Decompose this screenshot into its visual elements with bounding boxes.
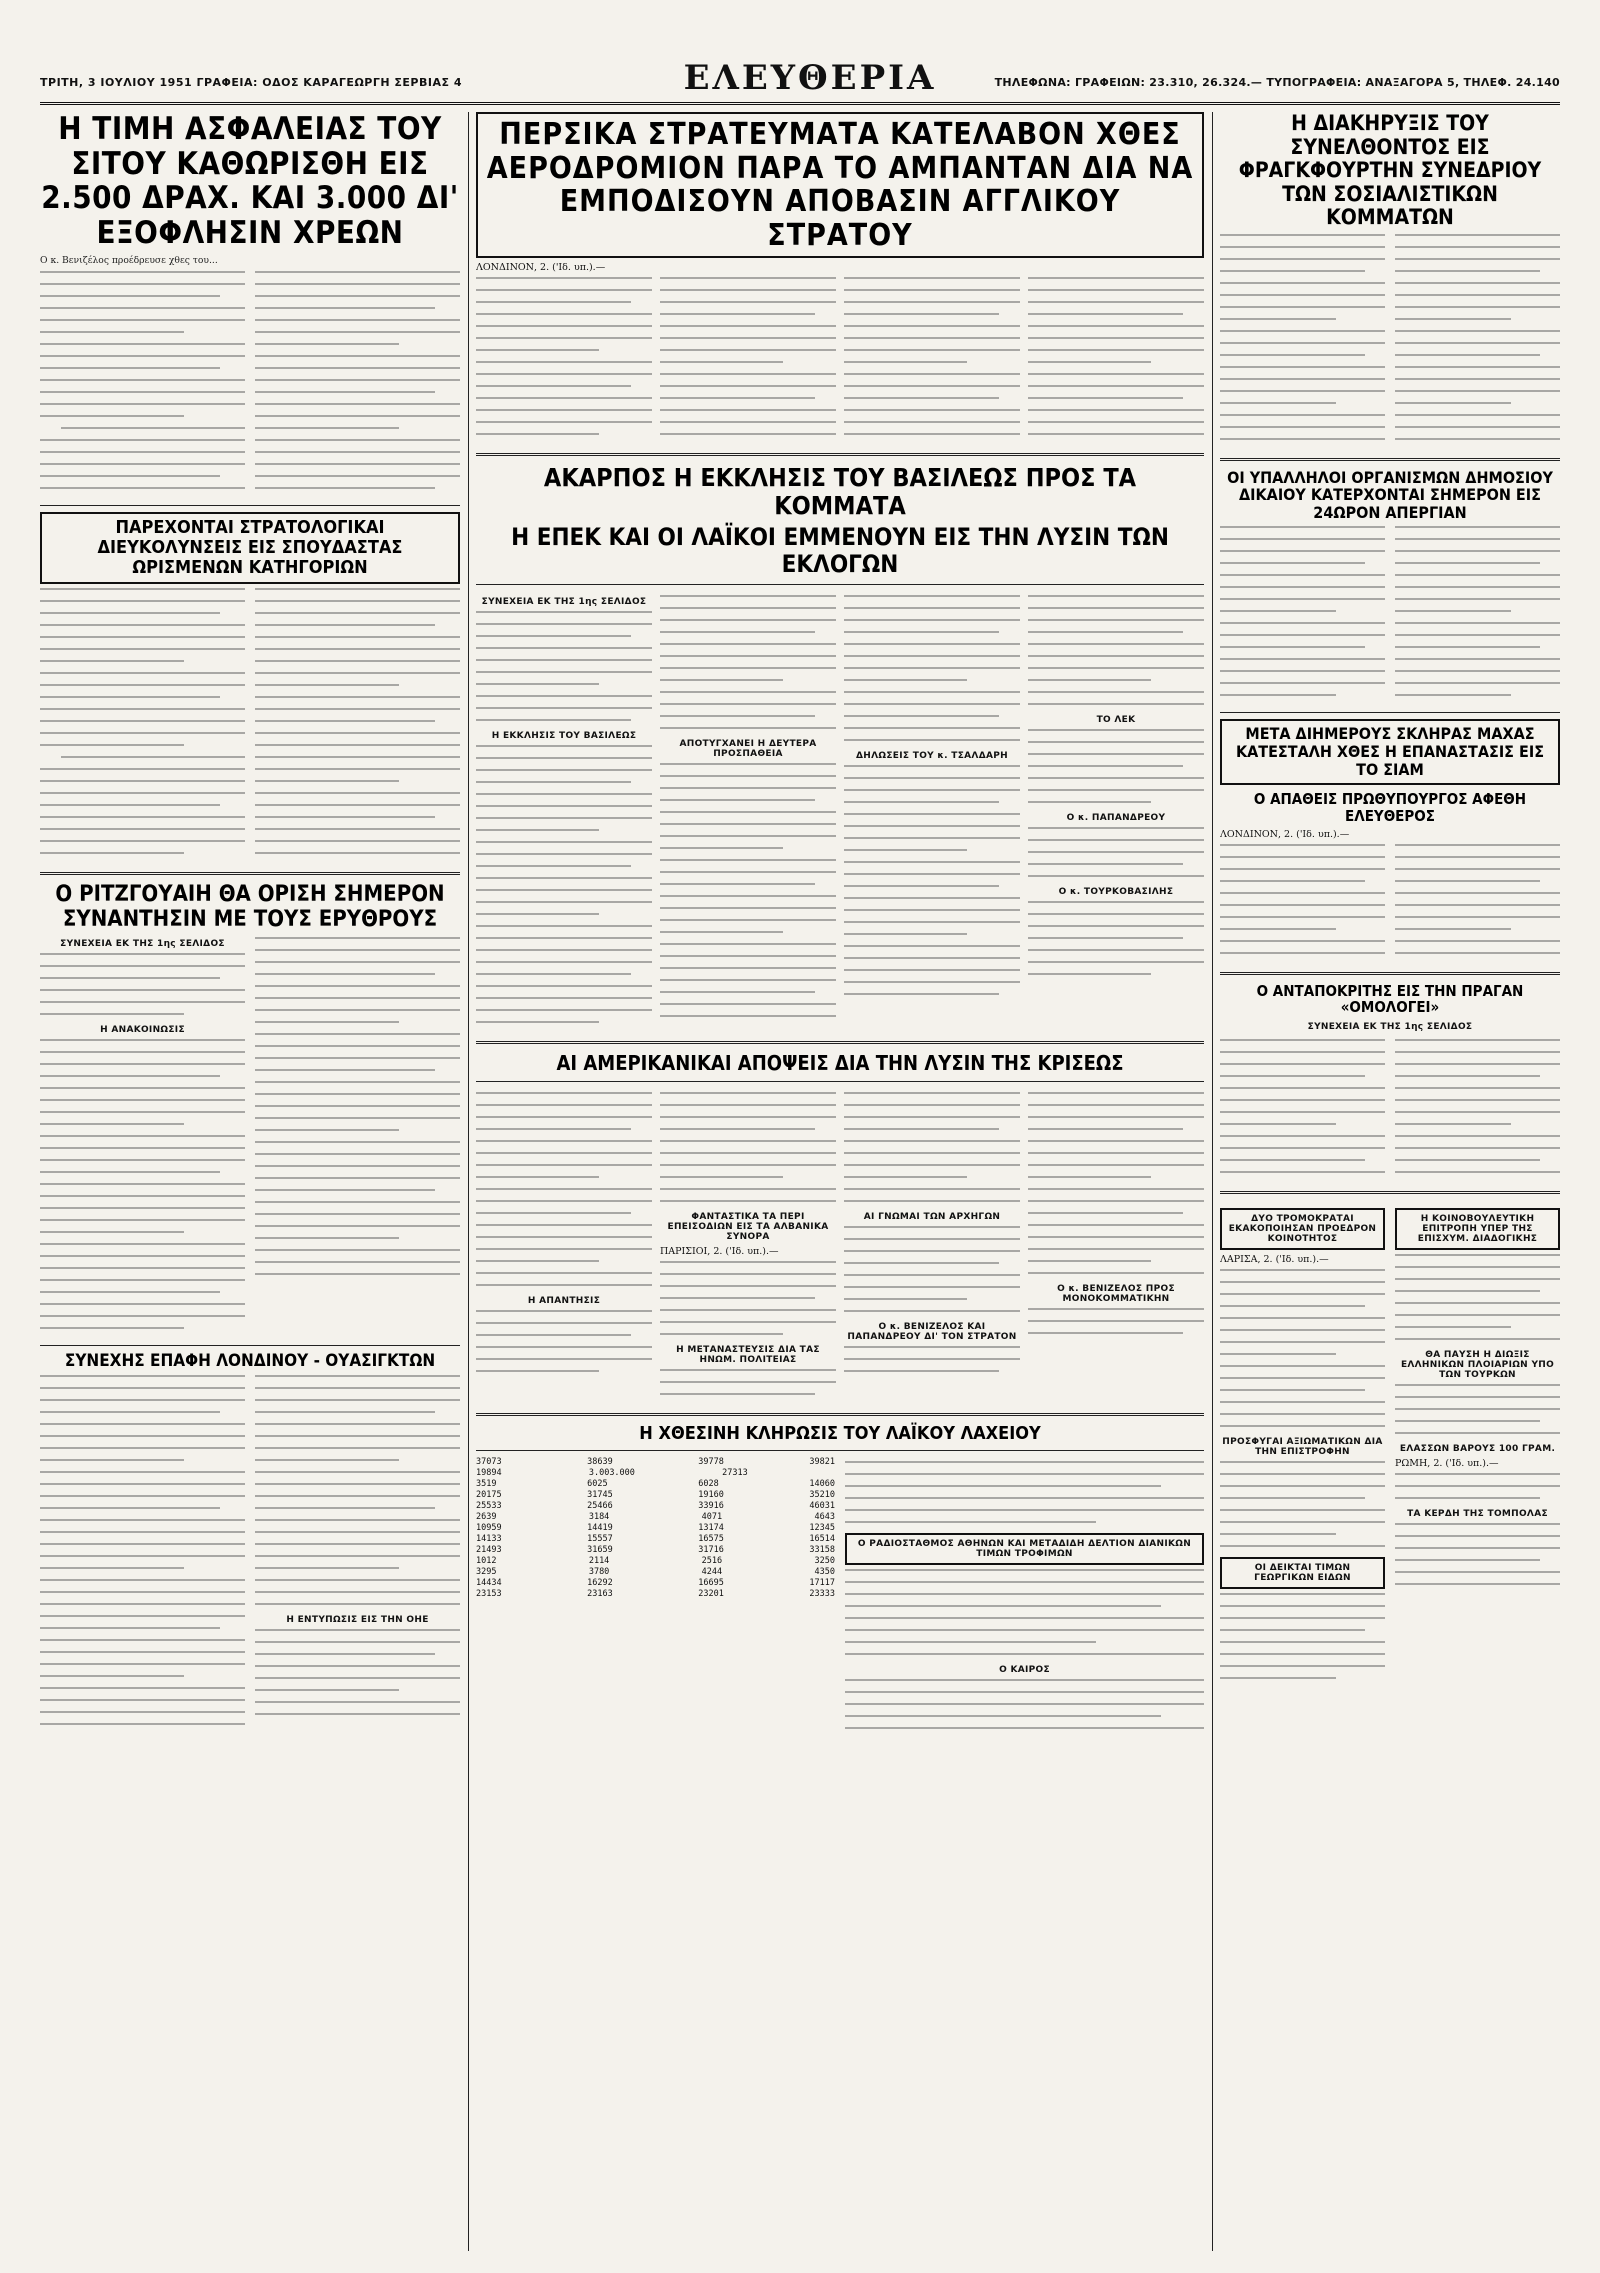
subhead-tombola-winnings: ΤΑ ΚΕΡΔΗ ΤΗΣ ΤΟΜΠΟΛΑΣ (1407, 1509, 1548, 1520)
headline-lottery-draw: Η ΧΘΕΣΙΝΗ ΚΛΗΡΩΣΙΣ ΤΟΥ ΛΑΪΚΟΥ ΛΑΧΕΙΟΥ (639, 1422, 1041, 1444)
headline-military-deferments: ΠΑΡΕΧΟΝΤΑΙ ΣΤΡΑΤΟΛΟΓΙΚΑΙ ΔΙΕΥΚΟΛΥΝΣΕΙΣ ΕΙΣ ΣΠΟΥΔΑΣΤΑΣ ΩΡΙΣΜΕΝΩΝ ΚΑΤΗΓΟΡΙΩΝ (40, 512, 460, 584)
article-wheat-body (40, 267, 460, 499)
subhead-agricultural-prices: ΟΙ ΔΕΙΚΤΑΙ ΤΙΜΩΝ ΓΕΩΡΓΙΚΩΝ ΕΙΔΩΝ (1220, 1557, 1385, 1589)
article-lottery-body (476, 1457, 1204, 1739)
continuation-label: ΣΥΝΕΧΕΙΑ ΕΚ ΤΗΣ 1ης ΣΕΛΙΔΟΣ (481, 597, 647, 608)
column-rule (1212, 112, 1213, 2251)
bottom-right-articles (1220, 1202, 1560, 1689)
right-column (1220, 112, 1560, 2251)
newspaper-title: ΕΛΕΥΘΕΡΙΑ (683, 58, 937, 98)
headline-siam-premier: Ο ΑΠΑΘΕΙΣ ΠΡΩΘΥΠΟΥΡΓΟΣ ΑΦΕΘΗ ΕΛΕΥΘΕΡΟΣ (1253, 790, 1527, 825)
subhead-king-appeal: Η ΕΚΚΛΗΣΙΣ ΤΟΥ ΒΑΣΙΛΕΩΣ (491, 731, 637, 742)
article-persia-body (476, 273, 1204, 445)
headline-epek-elections: Η ΕΠΕΚ ΚΑΙ ΟΙ ΛΑΪΚΟΙ ΕΜΜΕΝΟΥΝ ΕΙΣ ΤΗΝ ΛΥΣΙΝ ΤΩΝ ΕΚΛΟΓΩΝ (511, 523, 1169, 579)
article-prague-body (1220, 1035, 1560, 1183)
headline-prague-correspondent: Ο ΑΝΤΑΠΟΚΡΙΤΗΣ ΕΙΣ ΤΗΝ ΠΡΑΓΑΝ «ΟΜΟΛΟΓΕΙ» (1256, 981, 1524, 1017)
subhead-announcement: Η ΑΝΑΚΟΙΝΩΣΙΣ (100, 1024, 185, 1035)
headline-socialist-congress: Η ΔΙΑΚΗΡΥΞΙΣ ΤΟΥ ΣΥΝΕΛΘΟΝΤΟΣ ΕΙΣ ΦΡΑΓΚΦΟΥΡΤΗΝ ΣΥΝΕΔΡΙΟΥ ΤΩΝ ΣΟΣΙΑΛΙΣΤΙΚΩΝ ΚΟΜΜΑΤΩΝ (1238, 112, 1542, 230)
subhead-leaders-views: ΑΙ ΓΝΩΜΑΙ ΤΩΝ ΑΡΧΗΓΩΝ (863, 1211, 1001, 1222)
dateline-london-siam: ΛΟΝΔΙΝΟΝ, 2. ('Ιδ. υπ.).— (1220, 828, 1350, 840)
subhead-answer: Η ΑΠΑΝΤΗΣΙΣ (527, 1295, 601, 1306)
masthead-dateline: ΤΡΙΤΗ, 3 ΙΟΥΛΙΟΥ 1951 ΓΡΑΦΕΙΑ: ΟΔΟΣ ΚΑΡΑΓΕΩΡΓΗ ΣΕΡΒΙΑΣ 4 (40, 76, 462, 89)
continuation-label: ΣΥΝΕΧΕΙΑ ΕΚ ΤΗΣ 1ης ΣΕΛΙΔΟΣ (1307, 1022, 1473, 1033)
article-king-appeal-body (476, 591, 1204, 1033)
article-american-views-body (476, 1088, 1204, 1405)
subhead-fishing-boats: ΘΑ ΠΑΥΣΗ Η ΔΙΩΞΙΣ ΕΛΛΗΝΙΚΩΝ ΠΛΟΙΑΡΙΩΝ ΥΠΟ ΤΩΝ ΤΟΥΡΚΩΝ (1400, 1350, 1555, 1381)
center-column (476, 112, 1204, 2251)
subhead-second-attempt: ΑΠΟΤΥΓΧΑΝΕΙ Η ΔΕΥΤΕΡΑ ΠΡΟΣΠΑΘΕΙΑ (679, 739, 817, 760)
headline-american-views: ΑΙ ΑΜΕΡΙΚΑΝΙΚΑΙ ΑΠΟΨΕΙΣ ΔΙΑ ΤΗΝ ΛΥΣΙΝ ΤΗΣ ΚΡΙΣΕΩΣ (556, 1051, 1124, 1076)
subhead-tourkovasilis: Ο κ. ΤΟΥΡΚΟΒΑΣΙΛΗΣ (1058, 887, 1174, 898)
masthead-contacts: ΤΗΛΕΦΩΝΑ: ΓΡΑΦΕΙΩΝ: 23.310, 26.324.— ΤΥΠΟΓΡΑΦΕΙΑ: ΑΝΑΞΑΓΟΡΑ 5, ΤΗΛΕΦ. 24.140 (994, 76, 1560, 89)
subhead-lek: ΤΟ ΛΕΚ (1096, 715, 1136, 726)
article-socialist-body (1220, 230, 1560, 450)
lottery-numbers: 37073 38639 39778 39821 19894 3.003.000 27313 3519 6025 6028 14060 20175 31745 19160 35210 25533 25466 33916 46031 2639 3184 4071 4643 10959 14419 13174 12345 14133 15557 16575 16514 21493 31659 31716 33158 1012 2114 2516 3250 3295 3780 4244 4350 14434 16292 16695 17117 23153 23163 23201 23333 (476, 1456, 835, 1599)
subhead-tsaldaris: ΔΗΛΩΣΕΙΣ ΤΟΥ κ. ΤΣΑΛΔΑΡΗ (856, 751, 1008, 762)
subhead-venizelos-papandreou: Ο κ. ΒΕΝΙΖΕΛΟΣ ΚΑΙ ΠΑΠΑΝΔΡΕΟΥ ΔΙ' ΤΟΝ ΣΤΡΑΤΟΝ (847, 1321, 1017, 1342)
left-column (40, 112, 460, 2251)
headline-ridgway-meeting: Ο ΡΙΤΖΓΟΥΑΙΗ ΘΑ ΟΡΙΣΗ ΣΗΜΕΡΟΝ ΣΥΝΑΝΤΗΣΙΝ ΜΕ ΤΟΥΣ ΕΡΥΘΡΟΥΣ (55, 882, 445, 932)
subhead-venizelos-single-party: Ο κ. ΒΕΝΙΖΕΛΟΣ ΠΡΟΣ ΜΟΝΟΚΟΜΜΑΤΙΚΗΝ (1057, 1283, 1175, 1304)
subhead-albanian-border: ΦΑΝΤΑΣΤΙΚΑ ΤΑ ΠΕΡΙ ΕΠΕΙΣΟΔΙΩΝ ΕΙΣ ΤΑ ΑΛΒΑΝΙΚΑ ΣΥΝΟΡΑ (667, 1211, 829, 1242)
article-lead: Ο κ. Βενιζέλος προέδρευσε χθες του... (40, 254, 218, 266)
continuation-label: ΣΥΝΕΧΕΙΑ ΕΚ ΤΗΣ 1ης ΣΕΛΙΔΟΣ (60, 938, 225, 949)
headline-siam-revolution: ΜΕΤΑ ΔΙΗΜΕΡΟΥΣ ΣΚΛΗΡΑΣ ΜΑΧΑΣ ΚΑΤΕΣΤΑΛΗ ΧΘΕΣ Η ΕΠΑΝΑΣΤΑΣΙΣ ΕΙΣ ΤΟ ΣΙΑΜ (1220, 719, 1560, 785)
column-rule (468, 112, 469, 2251)
headline-london-washington: ΣΥΝΕΧΗΣ ΕΠΑΦΗ ΛΟΝΔΙΝΟΥ - ΟΥΑΣΙΓΚΤΩΝ (64, 1350, 436, 1371)
headline-parliament-committee: Η ΚΟΙΝΟΒΟΥΛΕΥΤΙΚΗ ΕΠΙΤΡΟΠΗ ΥΠΕΡ ΤΗΣ ΕΠΙΣΧΥΜ. ΔΙΑΔΟΓΙΚΗΣ (1395, 1208, 1560, 1250)
subhead-officer-refugees: ΠΡΟΣΦΥΓΑΙ ΑΞΙΩΜΑΤΙΚΩΝ ΔΙΑ ΤΗΝ ΕΠΙΣΤΡΟΦΗΝ (1222, 1437, 1383, 1458)
headline-persian-troops: ΠΕΡΣΙΚΑ ΣΤΡΑΤΕΥΜΑΤΑ ΚΑΤΕΛΑΒΟΝ ΧΘΕΣ ΑΕΡΟΔΡΟΜΙΟΝ ΠΑΡΑ ΤΟ ΑΜΠΑΝΤΑΝ ΔΙΑ ΝΑ ΕΜΠΟΔΙΣΟΥΝ ΑΠΟΒΑΣΙΝ ΑΓΓΛΙΚΟΥ ΣΤΡΑΤΟΥ (476, 112, 1204, 258)
article-deferments-body (40, 584, 460, 864)
subhead-migration: Η ΜΕΤΑΝΑΣΤΕΥΣΙΣ ΔΙΑ ΤΑΣ ΗΝΩΜ. ΠΟΛΙΤΕΙΑΣ (676, 1344, 820, 1365)
subhead-weather: Ο ΚΑΙΡΟΣ (999, 1664, 1050, 1675)
subhead-un-impression: Η ΕΝΤΥΠΩΣΙΣ ΕΙΣ ΤΗΝ ΟΗΕ (286, 1614, 429, 1625)
article-london-washington-body (40, 1371, 460, 1735)
masthead (40, 58, 1560, 105)
headline-wheat-price: Η ΤΙΜΗ ΑΣΦΑΛΕΙΑΣ ΤΟΥ ΣΙΤΟΥ ΚΑΘΩΡΙΣΘΗ ΕΙΣ 2.500 ΔΡΑΧ. ΚΑΙ 3.000 ΔΙ' ΕΞΟΦΛΗΣΙΝ ΧΡΕΩΝ (41, 112, 459, 252)
article-strike-body (1220, 522, 1560, 706)
article-ridgway-body (40, 933, 460, 1339)
subhead-weight-100g: ΕΛΑΣΣΩΝ ΒΑΡΟΥΣ 100 ΓΡΑΜ. (1399, 1444, 1556, 1455)
subhead-radio-prices: Ο ΡΑΔΙΟΣΤΑΘΜΟΣ ΑΘΗΝΩΝ ΚΑΙ ΜΕΤΑΔΙΔΗ ΔΕΛΤΙΟΝ ΔΙΑΝΙΚΩΝ ΤΙΜΩΝ ΤΡΟΦΙΜΩΝ (845, 1533, 1204, 1565)
dateline-rome: ΡΩΜΗ, 2. ('Ιδ. υπ.).— (1395, 1458, 1499, 1470)
dateline-larisa: ΛΑΡΙΣΑ, 2. ('Ιδ. υπ.).— (1220, 1254, 1329, 1266)
headline-terrorists: ΔΥΟ ΤΡΟΜΟΚΡΑΤΑΙ ΕΚΑΚΟΠΟΙΗΣΑΝ ΠΡΟΕΔΡΟΝ ΚΟΙΝΟΤΗΤΟΣ (1220, 1208, 1385, 1250)
dateline-paris: ΠΑΡΙΣΙΟΙ, 2. ('Ιδ. υπ.).— (660, 1245, 779, 1257)
headline-public-employees-strike: ΟΙ ΥΠΑΛΛΗΛΟΙ ΟΡΓΑΝΙΣΜΩΝ ΔΗΜΟΣΙΟΥ ΔΙΚΑΙΟΥ ΚΑΤΕΡΧΟΝΤΑΙ ΣΗΜΕΡΟΝ ΕΙΣ 24ΩΡΟΝ ΑΠΕΡΓΙΑΝ (1227, 467, 1553, 523)
subhead-papandreou: Ο κ. ΠΑΠΑΝΔΡΕΟΥ (1066, 813, 1166, 824)
dateline-london: ΛΟΝΔΙΝΟΝ, 2. ('Ιδ. υπ.).— (476, 262, 606, 274)
article-siam-body (1220, 840, 1560, 964)
headline-king-appeal: ΑΚΑΡΠΟΣ Η ΕΚΚΛΗΣΙΣ ΤΟΥ ΒΑΣΙΛΕΩΣ ΠΡΟΣ ΤΑ ΚΟΜΜΑΤΑ (543, 463, 1137, 521)
